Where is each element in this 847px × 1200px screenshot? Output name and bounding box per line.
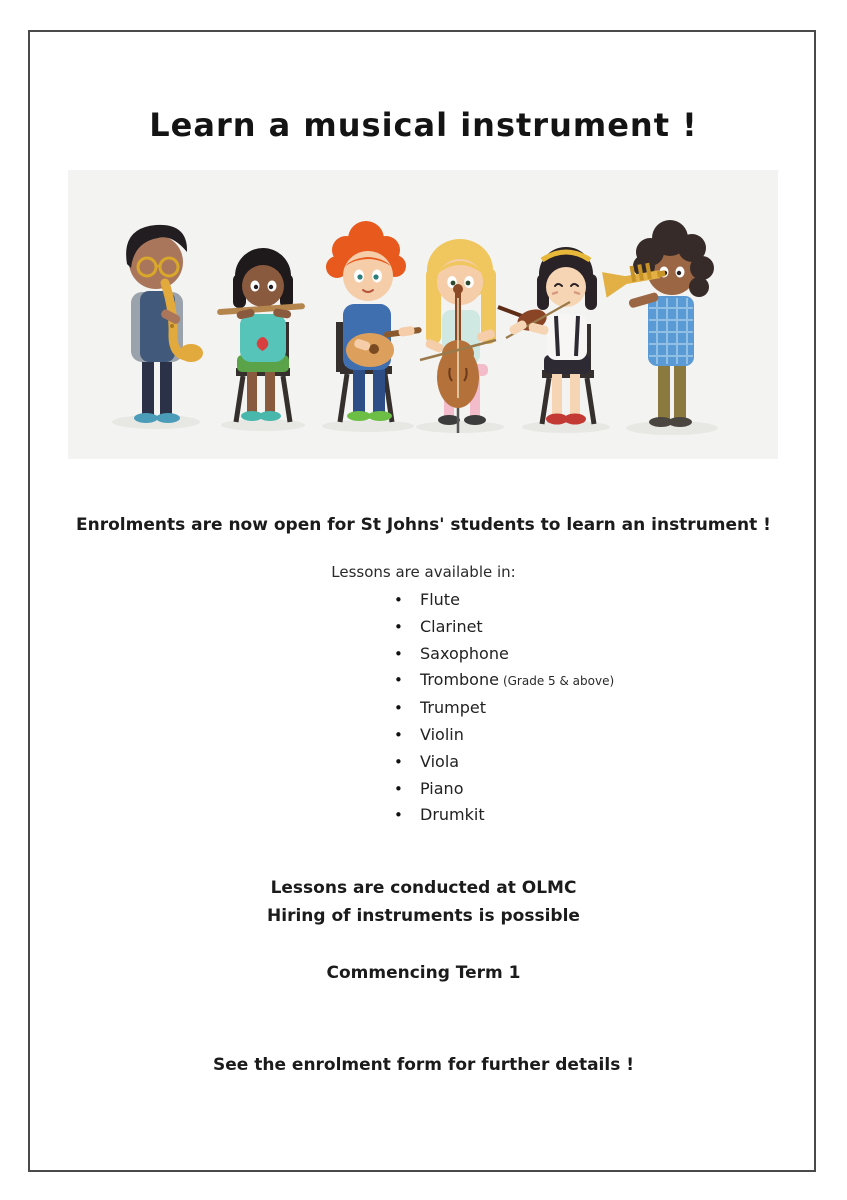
bullet-icon: • (394, 617, 403, 636)
lessons-intro: Lessons are available in: (331, 563, 516, 581)
venue-line: Lessons are conducted at OLMC (270, 878, 577, 898)
bullet-icon: • (394, 699, 403, 718)
children-playing-instruments-illustration (68, 170, 778, 459)
bullet-icon: • (394, 644, 403, 663)
child-cello-figure (420, 239, 496, 433)
instrument-name: Violin (420, 724, 464, 744)
list-item-saxophone (394, 641, 614, 668)
instrument-name: Viola (420, 751, 460, 771)
hire-line: Hiring of instruments is possible (267, 906, 580, 926)
list-item-trombone (394, 667, 614, 695)
instrument-list (394, 587, 614, 829)
child-guitar-figure (326, 221, 422, 422)
list-item-drumkit (394, 802, 614, 829)
list-item-viola (394, 749, 614, 776)
list-item-flute (394, 587, 614, 614)
footer-line: See the enrolment form for further details ! (213, 1055, 634, 1075)
list-item-clarinet (394, 614, 614, 641)
instrument-name: Flute (420, 590, 460, 609)
instrument-name: Saxophone (420, 643, 509, 663)
bullet-icon: • (394, 752, 403, 771)
instrument-name: Drumkit (420, 805, 485, 825)
instrument-name: Trombone (420, 670, 499, 690)
child-trumpet-figure (602, 220, 714, 427)
instrument-name: Clarinet (420, 616, 483, 636)
child-saxophone-figure (126, 225, 203, 423)
children-illustration (68, 170, 778, 459)
child-violin-figure (498, 247, 597, 425)
list-item-piano (394, 776, 614, 803)
list-item-violin (394, 722, 614, 749)
venue-info-block (0, 874, 847, 930)
bullet-icon: • (394, 591, 403, 609)
instrument-note: (Grade 5 & above) (502, 674, 615, 689)
term-line: Commencing Term 1 (326, 963, 521, 983)
child-flute-figure (217, 248, 305, 422)
page-title: Learn a musical instrument ! (149, 106, 698, 144)
bullet-icon: • (394, 779, 403, 798)
enrolment-announcement: Enrolments are now open for St Johns' students to learn an instrument ! (76, 515, 771, 535)
instrument-name: Piano (420, 778, 464, 798)
list-item-trumpet (394, 695, 614, 722)
bullet-icon: • (394, 806, 403, 825)
bullet-icon: • (394, 725, 403, 744)
instrument-name: Trumpet (420, 698, 486, 718)
bullet-icon: • (394, 671, 403, 690)
